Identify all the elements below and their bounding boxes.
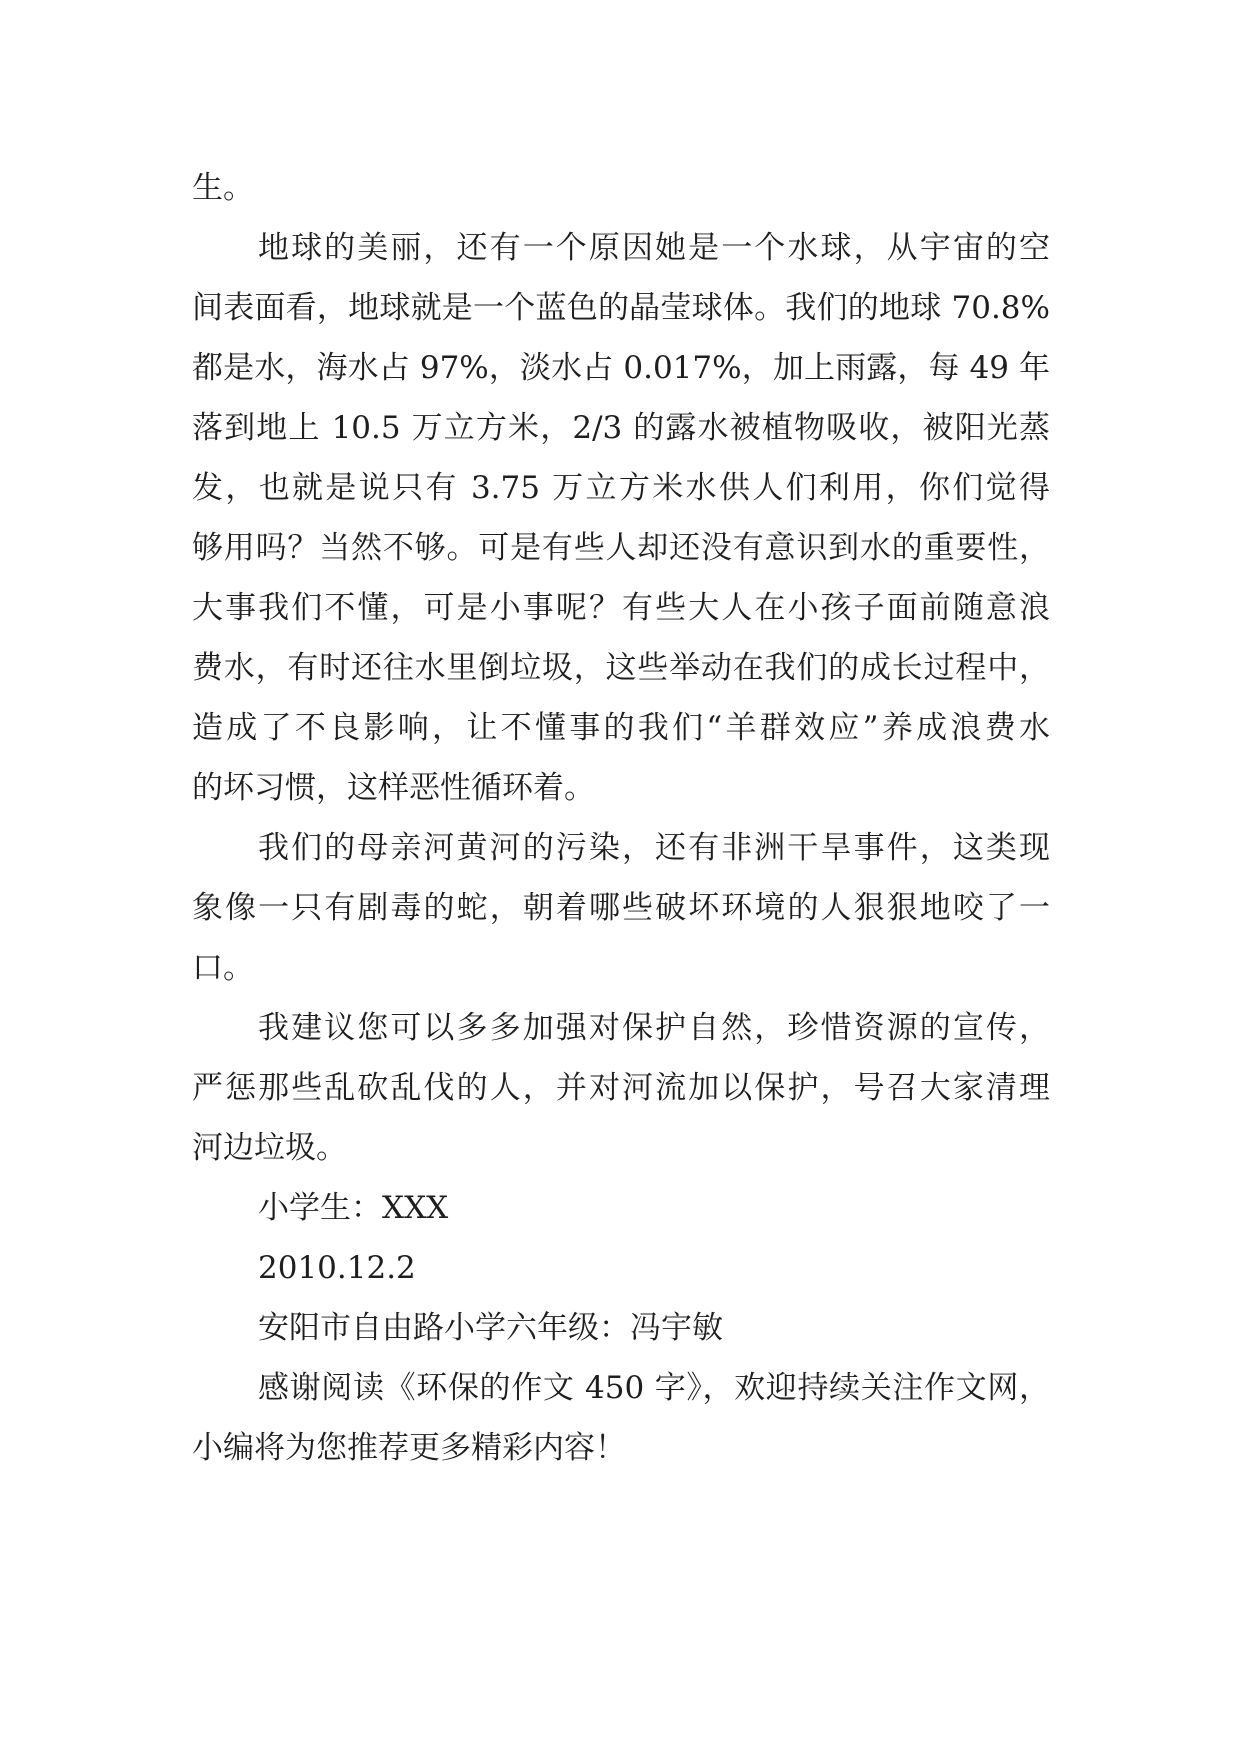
paragraph (192, 1358, 1050, 1478)
text-line: 造成了不良影响，让不懂事的我们“羊群效应”养成浪费水 (192, 710, 1050, 746)
document-body (192, 158, 1050, 1478)
text-line: 感谢阅读《环保的作文 450 字》，欢迎持续关注作文网， (258, 1370, 1050, 1406)
text-line: 河边垃圾。 (192, 1130, 347, 1166)
text-line: 我建议您可以多多加强对保护自然，珍惜资源的宣传， (258, 1010, 1050, 1046)
text-line: 够用吗？当然不够。可是有些人却还没有意识到水的重要性， (192, 530, 1050, 566)
text-line: 落到地上 10.5 万立方米，2/3 的露水被植物吸收，被阳光蒸 (192, 410, 1050, 446)
text-line: 我们的母亲河黄河的污染，还有非洲干旱事件，这类现 (258, 830, 1050, 866)
paragraph (192, 818, 1050, 998)
text-line: 口。 (192, 950, 254, 986)
text-line: 小学生：XXX (258, 1190, 449, 1226)
text-line: 地球的美丽，还有一个原因她是一个水球，从宇宙的空 (258, 230, 1050, 266)
text-line: 间表面看，地球就是一个蓝色的晶莹球体。我们的地球 70.8% (192, 290, 1050, 326)
text-line: 象像一只有剧毒的蛇，朝着哪些破坏环境的人狠狠地咬了一 (192, 890, 1050, 926)
text-line: 严惩那些乱砍乱伐的人，并对河流加以保护，号召大家清理 (192, 1070, 1050, 1106)
paragraph (192, 218, 1050, 818)
text-line: 发，也就是说只有 3.75 万立方米水供人们利用，你们觉得 (192, 470, 1050, 506)
paragraph (192, 1298, 1050, 1358)
text-line: 2010.12.2 (258, 1250, 416, 1286)
text-line: 大事我们不懂，可是小事呢？有些大人在小孩子面前随意浪 (192, 590, 1050, 626)
text-line: 安阳市自由路小学六年级：冯宇敏 (258, 1310, 723, 1346)
text-line: 小编将为您推荐更多精彩内容！ (192, 1430, 626, 1466)
text-line: 费水，有时还往水里倒垃圾，这些举动在我们的成长过程中， (192, 650, 1050, 686)
text-line: 都是水，海水占 97%，淡水占 0.017%，加上雨露，每 49 年 (192, 350, 1050, 386)
text-line: 的坏习惯，这样恶性循环着。 (192, 770, 595, 806)
paragraph (192, 1238, 1050, 1298)
paragraph (192, 1178, 1050, 1238)
text-line: 生。 (192, 170, 254, 206)
paragraph (192, 158, 1050, 218)
paragraph (192, 998, 1050, 1178)
